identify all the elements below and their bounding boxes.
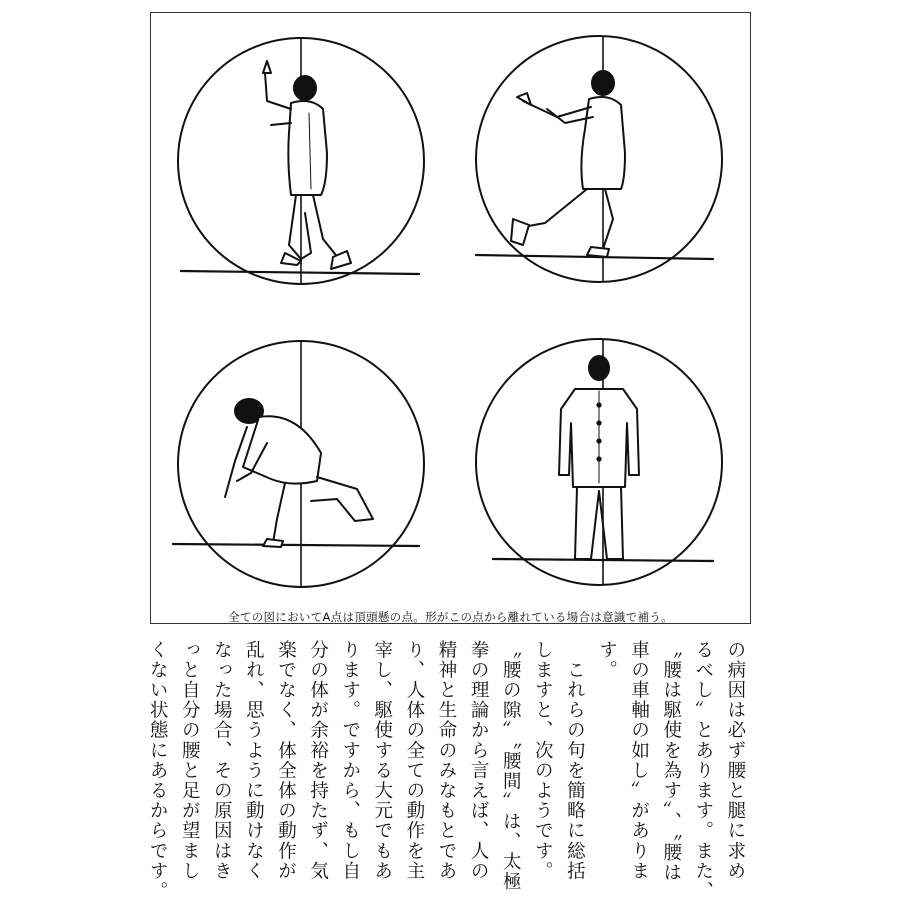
panel-1-illustration xyxy=(178,38,424,284)
text-column: るべし〟とあります。また、 xyxy=(692,640,714,901)
panel-4-illustration xyxy=(476,339,722,585)
text-column: 車の車軸の如し〟がありま xyxy=(628,640,650,882)
text-column: 分の体が余裕を持たず、気 xyxy=(307,640,329,882)
text-column: 乱れ、思うように動けなく xyxy=(243,640,265,882)
text-column: 〝腰は駆使を為す〟、〝腰は xyxy=(660,640,682,883)
text-column: これらの句を簡略に総括 xyxy=(564,640,586,882)
text-column: 拳の理論から言えば、人の xyxy=(468,640,490,882)
figure-illustrations xyxy=(151,13,752,625)
panel-2-illustration xyxy=(476,36,722,282)
body-text xyxy=(142,640,752,901)
text-column: す。 xyxy=(596,640,618,681)
figure-frame xyxy=(150,12,751,624)
text-column: 楽でなく、体全体の動作が xyxy=(275,640,297,882)
text-column: の病因は必ず腰と腿に求め xyxy=(724,640,746,882)
panel-3-illustration xyxy=(173,341,424,587)
text-column: しますと、次のようです。 xyxy=(532,640,554,882)
text-column: なった場合、その原因はき xyxy=(211,640,233,882)
text-column: り、人体の全ての動作を主 xyxy=(403,640,425,882)
text-column: ります。ですから、もし自 xyxy=(339,640,361,882)
text-column: 精神と生命のみなもとであ xyxy=(436,640,457,882)
text-column: くない状態にあるからです。 xyxy=(147,640,169,901)
text-column: 〝腰の隙〟〝腰間〟は、太極 xyxy=(500,640,522,893)
text-column: 宰し、駆使する大元でもあ xyxy=(371,640,393,882)
figure-caption: 全ての図においてA点は頂頭懸の点。形がこの点から離れている場合は意識で補う。 xyxy=(228,610,673,624)
text-column: っと自分の腰と足が望まし xyxy=(179,640,201,882)
